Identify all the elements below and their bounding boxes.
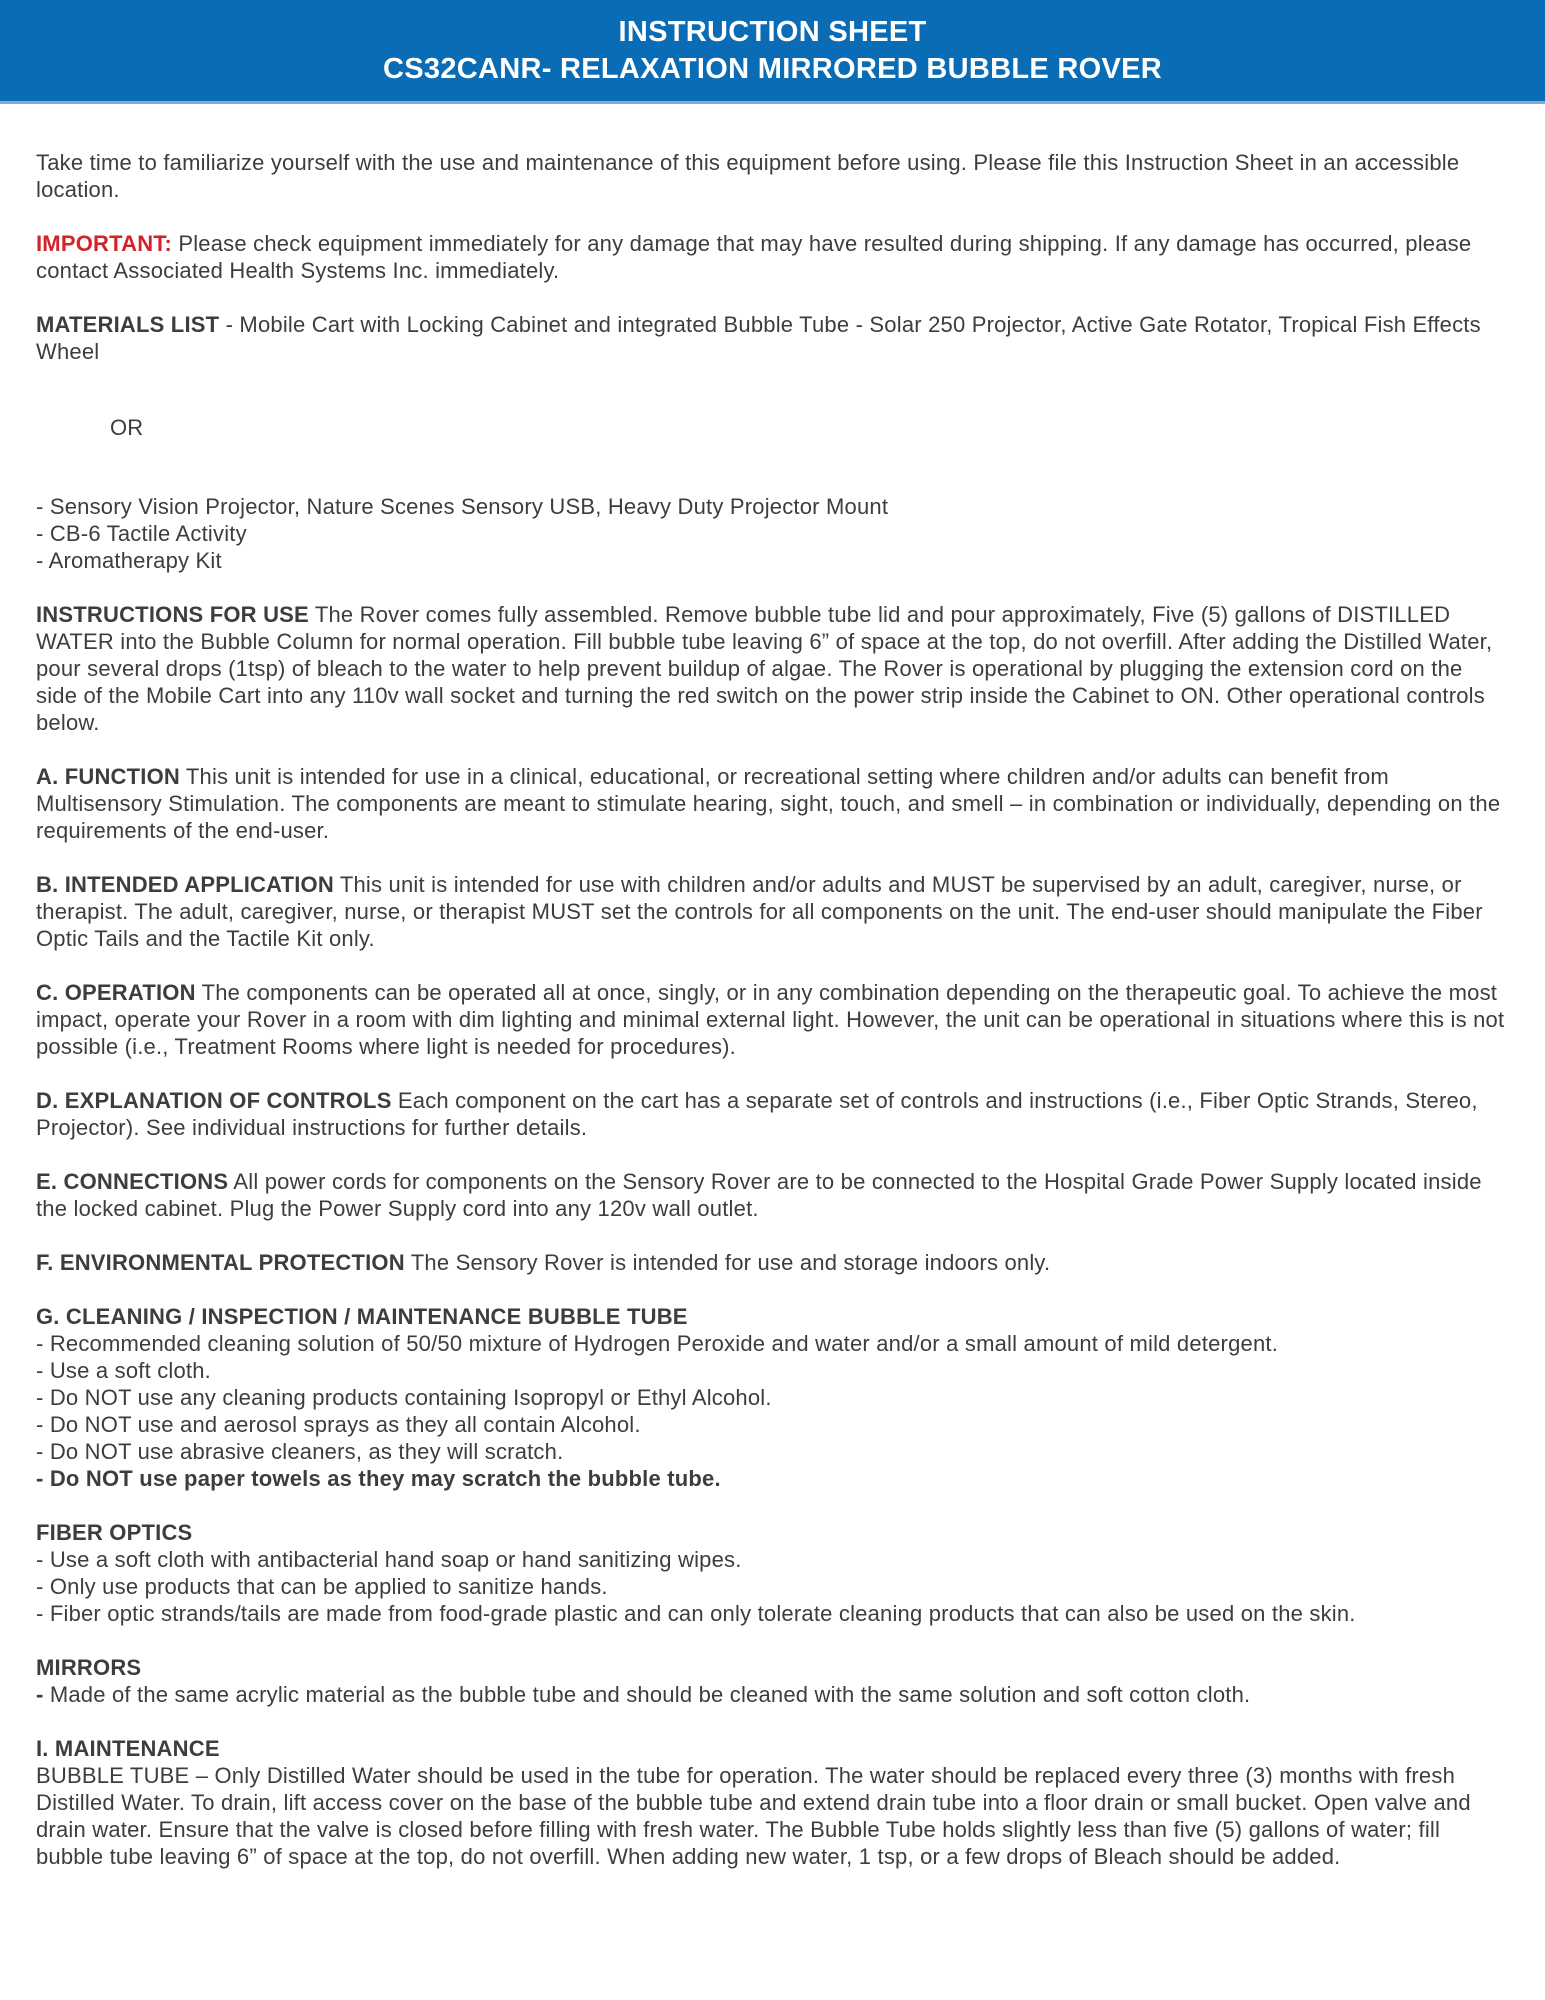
section-text: This unit is intended for use in a clinical, educational, or recreational setting where children and/or adults can benefit from Multisensory Stimulation. The components are meant to stimulate hearing, sight, touch, and smell – in combination or individually, depending on the requirements of the end-user. <box>36 764 1501 843</box>
section-g-heading: G. CLEANING / INSPECTION / MAINTENANCE BUBBLE TUBE <box>36 1304 688 1329</box>
section-text: Each component on the cart has a separate set of controls and instructions (i.e., Fiber Optic Strands, Stereo, Projector). See individual instructions for further details. <box>36 1088 1478 1140</box>
section-e-connections <box>36 1168 1509 1222</box>
mirrors-item <box>36 1681 1509 1708</box>
section-b-intended-application <box>36 871 1509 952</box>
fiber-optics-heading: FIBER OPTICS <box>36 1520 193 1545</box>
section-text: This unit is intended for use with children and/or adults and MUST be supervised by an adult, caregiver, nurse, or therapist. The adult, caregiver, nurse, or therapist MUST set the controls for all components on the unit. The end-user should manipulate the Fiber Optic Tails and the Tactile Kit only. <box>36 872 1483 951</box>
header-banner <box>0 0 1545 104</box>
section-text: The Rover comes fully assembled. Remove bubble tube lid and pour approximately, Five (5) gallons of DISTILLED WATER into the Bubble Column for normal operation. Fill bubble tube leaving 6” of space at the top, do not overfill. After adding the Distilled Water, pour several drops (1tsp) of bleach to the water to help prevent buildup of algae. The Rover is operational by plugging the extension cord on the side of the Mobile Cart into any 110v wall socket and turning the red switch on the power strip inside the Cabinet to ON. Other operational controls below. <box>36 602 1493 735</box>
important-text: Please check equipment immediately for any damage that may have resulted during shipping. If any damage has occurred, please contact Associated Health Systems Inc. immediately. <box>36 231 1472 283</box>
section-c-operation <box>36 979 1509 1060</box>
section-label: INSTRUCTIONS FOR USE <box>36 602 309 627</box>
materials-list-label: MATERIALS LIST <box>36 312 220 337</box>
section-text: The Sensory Rover is intended for use and storage indoors only. <box>404 1250 1051 1275</box>
intro-paragraph: Take time to familiarize yourself with the use and maintenance of this equipment before using. Please file this Instruction Sheet in an accessible location. <box>36 150 1460 202</box>
cleaning-item-bold: - Do NOT use paper towels as they may scratch the bubble tube. <box>36 1466 721 1491</box>
cleaning-item: - Do NOT use any cleaning products containing Isopropyl or Ethyl Alcohol. <box>36 1385 772 1410</box>
section-label: A. FUNCTION <box>36 764 180 789</box>
mirrors-text: Made of the same acrylic material as the bubble tube and should be cleaned with the same solution and soft cotton cloth. <box>43 1682 1251 1707</box>
mirrors-dash: - <box>36 1682 44 1707</box>
materials-list-text: - Mobile Cart with Locking Cabinet and integrated Bubble Tube - Solar 250 Projector, Active Gate Rotator, Tropical Fish Effects Wheel <box>36 312 1481 364</box>
section-mirrors <box>36 1654 1509 1708</box>
header-title-line2: CS32CANR- RELAXATION MIRRORED BUBBLE ROVER <box>383 52 1162 85</box>
section-f-environmental-protection <box>36 1249 1509 1276</box>
cleaning-item: - Recommended cleaning solution of 50/50 mixture of Hydrogen Peroxide and water and/or a small amount of mild detergent. <box>36 1331 1279 1356</box>
list-item: - Aromatherapy Kit <box>36 548 222 573</box>
maintenance-text: BUBBLE TUBE – Only Distilled Water should be used in the tube for operation. The water should be replaced every three (3) months with fresh Distilled Water. To drain, lift access cover on the base of the bubble tube and extend drain tube into a floor drain or small bucket. Open valve and drain water. Ensure that the valve is closed before filling with fresh water. The Bubble Tube holds slightly less than five (5) gallons of water; fill bubble tube leaving 6” of space at the top, do not overfill. When adding new water, 1 tsp, or a few drops of Bleach should be added. <box>36 1763 1471 1869</box>
section-fiber-optics <box>36 1519 1509 1627</box>
fiber-optics-item: - Fiber optic strands/tails are made from food-grade plastic and can only tolerate cleaning products that can also be used on the skin. <box>36 1601 1356 1626</box>
materials-list-paragraph <box>36 311 1509 365</box>
or-separator: OR <box>110 415 144 440</box>
important-paragraph <box>36 230 1509 284</box>
document-body <box>0 104 1545 1870</box>
list-item: - Sensory Vision Projector, Nature Scenes Sensory USB, Heavy Duty Projector Mount <box>36 494 889 519</box>
cleaning-item: - Do NOT use abrasive cleaners, as they will scratch. <box>36 1439 564 1464</box>
section-text: The components can be operated all at once, singly, or in any combination depending on the therapeutic goal. To achieve the most impact, operate your Rover in a room with dim lighting and minimal external light. However, the unit can be operational in situations where this is not possible (i.e., Treatment Rooms where light is needed for procedures). <box>36 980 1505 1059</box>
fiber-optics-item: - Use a soft cloth with antibacterial hand soap or hand sanitizing wipes. <box>36 1547 742 1572</box>
section-text: All power cords for components on the Sensory Rover are to be connected to the Hospital Grade Power Supply located inside the locked cabinet. Plug the Power Supply cord into any 120v wall outlet. <box>36 1169 1482 1221</box>
section-instructions-for-use <box>36 601 1509 736</box>
section-d-explanation-of-controls <box>36 1087 1509 1141</box>
section-g-cleaning <box>36 1303 1509 1492</box>
section-label: B. INTENDED APPLICATION <box>36 872 334 897</box>
alternate-materials-list <box>36 493 1509 574</box>
fiber-optics-item: - Only use products that can be applied to sanitize hands. <box>36 1574 608 1599</box>
section-a-function <box>36 763 1509 844</box>
section-label: F. ENVIRONMENTAL PROTECTION <box>36 1250 405 1275</box>
cleaning-item: - Do NOT use and aerosol sprays as they all contain Alcohol. <box>36 1412 641 1437</box>
cleaning-item: - Use a soft cloth. <box>36 1358 211 1383</box>
header-title-line1: INSTRUCTION SHEET <box>618 15 927 48</box>
list-item: - CB-6 Tactile Activity <box>36 521 247 546</box>
mirrors-heading: MIRRORS <box>36 1655 142 1680</box>
maintenance-heading: I. MAINTENANCE <box>36 1736 220 1761</box>
section-i-maintenance <box>36 1735 1509 1870</box>
section-label: D. EXPLANATION OF CONTROLS <box>36 1088 392 1113</box>
section-label: E. CONNECTIONS <box>36 1169 229 1194</box>
important-label: IMPORTANT: <box>36 231 173 256</box>
section-label: C. OPERATION <box>36 980 196 1005</box>
